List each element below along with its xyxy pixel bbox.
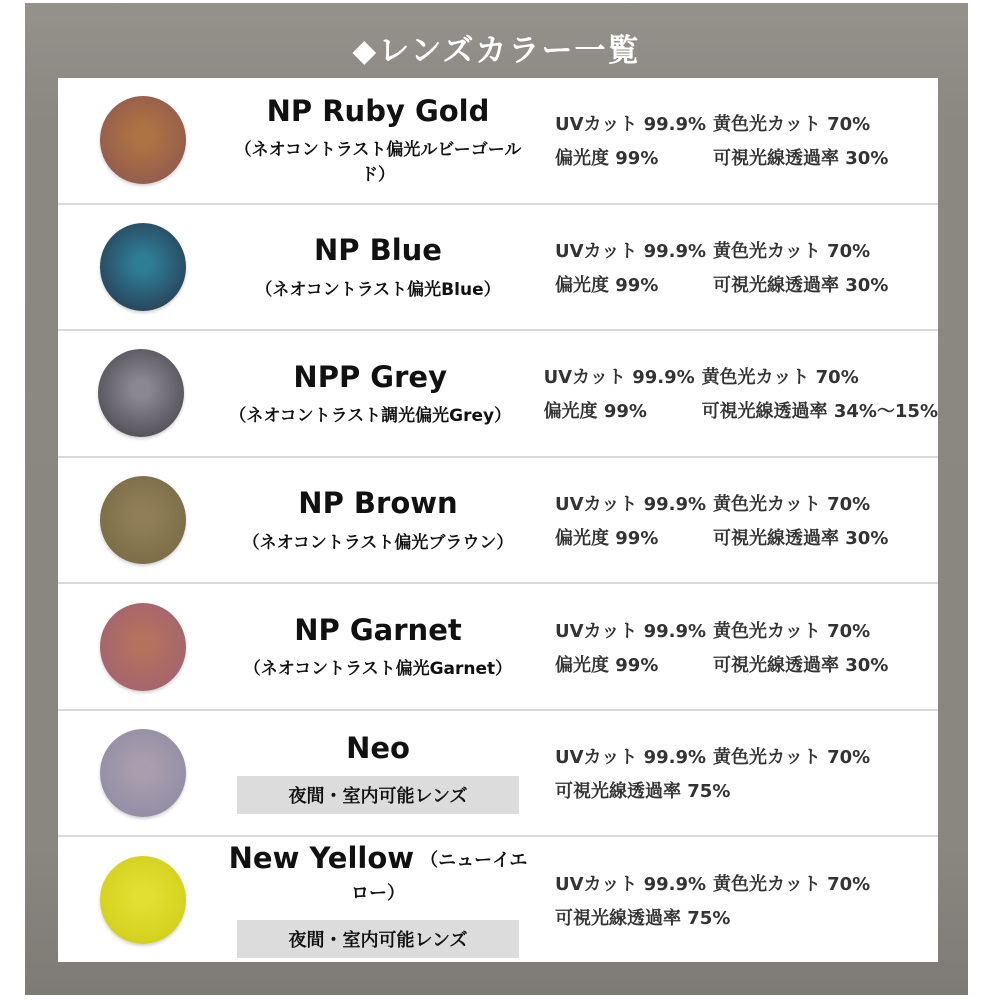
name-column: [228, 842, 528, 958]
spec-yellow-light-cut: 黄色光カット 70%: [713, 747, 871, 769]
lens-row-np-brown: [58, 458, 938, 585]
page-title: ◆レンズカラー一覧: [352, 33, 641, 69]
lens-color-swatch: [100, 603, 186, 691]
lens-name: NP Garnet: [294, 612, 462, 647]
lens-subtitle: （ネオコントラスト偏光Blue）: [255, 279, 501, 300]
spec-line: [555, 490, 938, 516]
lens-specs: [528, 609, 938, 685]
spec-visible-light-transmittance: 可視光線透過率 30%: [713, 528, 889, 550]
lens-row-np-garnet: [58, 584, 938, 711]
spec-uv-cut: UVカット 99.9%: [555, 747, 707, 769]
spec-visible-light-transmittance: 可視光線透過率 30%: [713, 654, 889, 676]
spec-line: [555, 870, 938, 896]
spec-uv-cut: UVカット 99.9%: [555, 494, 707, 516]
spec-line: [555, 110, 938, 136]
spec-line: [544, 397, 938, 423]
spec-polarization: 偏光度 99%: [543, 401, 647, 423]
spec-polarization: 偏光度 99%: [555, 654, 659, 676]
lens-specs: [528, 102, 938, 178]
lens-specs: [528, 482, 938, 558]
lens-name: NP Blue: [314, 233, 442, 268]
lens-color-swatch: [100, 729, 186, 817]
lens-color-list-panel: [58, 78, 938, 962]
name-column: [228, 234, 528, 299]
spec-uv-cut: UVカット 99.9%: [555, 240, 707, 262]
lens-specs: [528, 862, 938, 938]
spec-yellow-light-cut: 黄色光カット 70%: [713, 873, 871, 895]
lens-subtitle-inline: （ニューイエロー）: [351, 849, 528, 905]
swatch-column: [58, 349, 224, 437]
spec-visible-light-transmittance: 可視光線透過率 30%: [713, 274, 889, 296]
lens-name-text: New Yellow: [228, 840, 415, 875]
spec-line: [555, 777, 938, 803]
spec-line: [555, 524, 938, 550]
name-column: [224, 361, 517, 426]
spec-yellow-light-cut: 黄色光カット 70%: [713, 240, 871, 262]
lens-row-np-ruby-gold: [58, 78, 938, 205]
spec-line: [555, 237, 938, 263]
lens-row-neo: [58, 711, 938, 838]
spec-uv-cut: UVカット 99.9%: [555, 620, 707, 642]
spec-yellow-light-cut: 黄色光カット 70%: [713, 114, 871, 136]
spec-yellow-light-cut: 黄色光カット 70%: [713, 494, 871, 516]
swatch-column: [58, 223, 228, 311]
spec-yellow-light-cut: 黄色光カット 70%: [713, 620, 871, 642]
name-column: [228, 487, 528, 552]
lens-name: Neo: [346, 731, 410, 765]
lens-subtitle: （ネオコントラスト偏光ブラウン）: [242, 532, 514, 553]
lens-specs: [528, 229, 938, 305]
lens-row-np-blue: [58, 205, 938, 332]
spec-polarization: 偏光度 99%: [555, 528, 659, 550]
lens-row-npp-grey: [58, 331, 938, 458]
spec-visible-light-transmittance: 可視光線透過率 30%: [713, 148, 889, 170]
lens-color-swatch: [98, 349, 184, 437]
lens-name: NPP Grey: [293, 359, 447, 394]
lens-color-swatch: [100, 856, 186, 944]
night-indoor-usable-badge: 夜間・室内可能レンズ: [237, 920, 519, 958]
lens-name: NP Brown: [298, 486, 458, 521]
lens-specs: [517, 355, 938, 431]
spec-line: [555, 144, 938, 170]
spec-polarization: 偏光度 99%: [555, 148, 659, 170]
spec-line: [555, 271, 938, 297]
night-indoor-usable-badge: 夜間・室内可能レンズ: [237, 776, 519, 814]
spec-line: [555, 904, 938, 930]
lens-row-new-yellow: [58, 837, 938, 962]
spec-yellow-light-cut: 黄色光カット 70%: [701, 367, 859, 389]
spec-line: [555, 743, 938, 769]
swatch-column: [58, 603, 228, 691]
lens-subtitle: （ネオコントラスト偏光Garnet）: [243, 659, 513, 680]
lens-subtitle: （ネオコントラスト調光偏光Grey）: [229, 406, 512, 427]
swatch-column: [58, 476, 228, 564]
gray-frame: [25, 3, 968, 995]
lens-subtitle: （ネオコントラスト偏光ルビーゴールド）: [234, 140, 522, 186]
spec-visible-light-transmittance: 可視光線透過率 75%: [555, 781, 731, 803]
name-column: [228, 732, 528, 814]
spec-uv-cut: UVカット 99.9%: [555, 114, 707, 136]
spec-uv-cut: UVカット 99.9%: [555, 873, 707, 895]
swatch-column: [58, 856, 228, 944]
swatch-column: [58, 96, 228, 184]
lens-name: [228, 842, 528, 909]
name-column: [228, 95, 528, 185]
swatch-column: [58, 729, 228, 817]
spec-visible-light-transmittance: 可視光線透過率 34%～15%: [701, 401, 938, 423]
name-column: [228, 614, 528, 679]
spec-visible-light-transmittance: 可視光線透過率 75%: [555, 907, 731, 929]
lens-color-swatch: [100, 223, 186, 311]
lens-color-swatch: [100, 96, 186, 184]
spec-uv-cut: UVカット 99.9%: [543, 367, 695, 389]
lens-name: NP Ruby Gold: [266, 94, 490, 129]
spec-line: [555, 651, 938, 677]
spec-line: [555, 617, 938, 643]
lens-specs: [528, 735, 938, 811]
spec-polarization: 偏光度 99%: [555, 274, 659, 296]
lens-color-swatch: [100, 476, 186, 564]
spec-line: [544, 363, 938, 389]
